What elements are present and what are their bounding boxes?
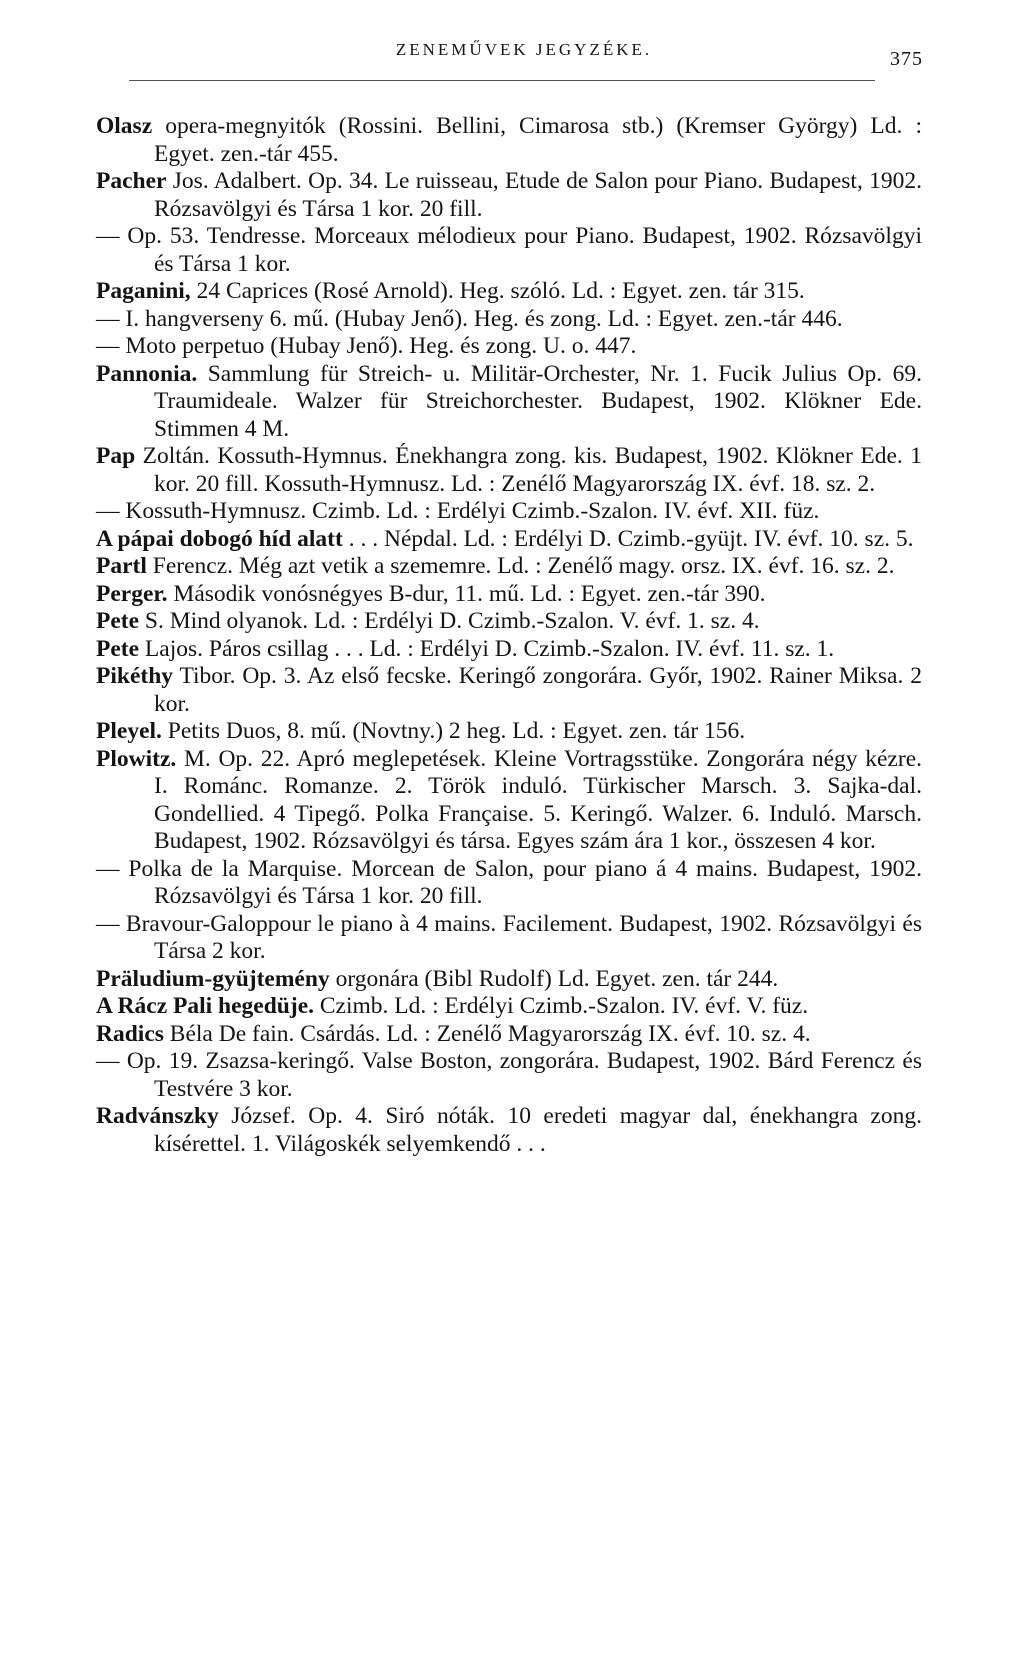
entry-heading: Pete — [96, 635, 140, 662]
entry-heading: Perger. — [96, 580, 168, 607]
catalog-entry — [96, 361, 922, 444]
catalog-entry — [96, 223, 922, 278]
entry-heading: Pete — [96, 608, 140, 634]
entry-heading: A Rácz Pali hegedüje. — [96, 993, 314, 1019]
catalog-entry — [96, 663, 922, 718]
catalog-entry — [96, 498, 922, 526]
catalog-entry — [96, 1103, 922, 1158]
entry-text: Ferencz. Még azt vetik a szememre. Ld. : Zenélő magy. orsz. IX. évf. 16. sz. 2. — [146, 553, 895, 579]
header-rule — [129, 80, 875, 81]
entry-heading: Pannonia. — [96, 360, 198, 387]
running-head: ZENEMŰVEK JEGYZÉKE. — [395, 40, 653, 59]
entry-text: — Kossuth-Hymnusz. Czimb. Ld. : Erdélyi Czimb.-Szalon. IV. évf. XII. füz. — [96, 498, 820, 524]
entry-text: M. Op. 22. Apró meglepetések. Kleine Vortragsstüke. Zongorára négy kézre. I. Románc. Romanze. 2. Török induló. Türkischer Marsch. 3. Sajka-dal. Gondellied. 4 Tipegő. Polka Française. 5. Keringő. Walzer. 6. Induló. Marsch. Budapest, 1902. Rózsavölgyi és társa. Egyes szám ára 1 kor., összesen 4 kor. — [154, 745, 922, 854]
catalog-entry — [96, 911, 922, 966]
entry-heading: Pap — [96, 443, 136, 469]
entry-text: — Op. 53. Tendresse. Morceaux mélodieux pour Piano. Budapest, 1902. Rózsavölgyi és Társa 1 kor. — [96, 223, 922, 277]
entry-heading: Radvánszky — [96, 1103, 219, 1129]
catalog-entry — [96, 966, 922, 994]
entry-text: Béla De fain. Csárdás. Ld. : Zenélő Magyarország IX. évf. 10. sz. 4. — [163, 1020, 811, 1047]
entry-text: Zoltán. Kossuth-Hymnus. Énekhangra zong. kis. Budapest, 1902. Klökner Ede. 1 kor. 20 fill. Kossuth-Hymnusz. Ld. : Zenélő Magyarország IX. évf. 18. sz. 2. — [135, 443, 922, 497]
entry-heading: Plowitz. — [96, 745, 177, 772]
catalog-entries — [96, 113, 922, 1158]
entry-heading: Olasz — [96, 113, 153, 139]
entry-text: . . . Népdal. Ld. : Erdélyi D. Czimb.-gyüjt. IV. évf. 10. sz. 5. — [342, 525, 914, 552]
entry-heading: Radics — [96, 1020, 164, 1047]
catalog-entry — [96, 856, 922, 911]
entry-text: Tibor. Op. 3. Az első fecske. Keringő zongorára. Győr, 1902. Rainer Miksa. 2 kor. — [154, 663, 922, 717]
entry-heading: Präludium-gyüjtemény — [96, 965, 330, 992]
catalog-entry — [96, 718, 922, 746]
entry-text: Czimb. Ld. : Erdélyi Czimb.-Szalon. IV. évf. V. füz. — [314, 993, 809, 1019]
catalog-entry — [96, 333, 922, 361]
entry-heading: A pápai dobogó híd alatt — [96, 525, 343, 552]
entry-text: — Op. 19. Zsazsa-keringő. Valse Boston, zongorára. Budapest, 1902. Bárd Ferencz és Testvére 3 kor. — [96, 1048, 922, 1102]
entry-text: 24 Caprices (Rosé Arnold). Heg. szóló. Ld. : Egyet. zen. tár 315. — [190, 278, 805, 304]
entry-text: — Bravour-Galoppour le piano à 4 mains. Facilement. Budapest, 1902. Rózsavölgyi és Társa 2 kor. — [96, 910, 922, 964]
entry-text: Jos. Adalbert. Op. 34. Le ruisseau, Etude de Salon pour Piano. Budapest, 1902. Rózsavölgyi és Társa 1 kor. 20 fill. — [154, 168, 922, 222]
catalog-entry — [96, 168, 922, 223]
entry-heading: Pikéthy — [96, 663, 174, 689]
page-number: 375 — [890, 48, 923, 70]
catalog-entry — [96, 1048, 922, 1103]
page-header — [125, 34, 923, 84]
entry-text: — I. hangverseny 6. mű. (Hubay Jenő). Heg. és zong. Ld. : Egyet. zen.-tár 446. — [96, 305, 843, 332]
entry-heading: Pacher — [96, 168, 167, 194]
entry-text: S. Mind olyanok. Ld. : Erdélyi D. Czimb.-Szalon. V. évf. 1. sz. 4. — [139, 608, 760, 634]
catalog-entry — [96, 636, 922, 664]
catalog-entry — [96, 113, 922, 168]
entry-text: opera-megnyitók (Rossini. Bellini, Cimarosa stb.) (Kremser György) Ld. : Egyet. zen.-tár 455. — [152, 113, 922, 167]
catalog-entry — [96, 1021, 922, 1049]
entry-text: — Polka de la Marquise. Morcean de Salon, pour piano á 4 mains. Budapest, 1902. Rózsavölgyi és Társa 1 kor. 20 fill. — [96, 855, 922, 909]
entry-text: — Moto perpetuo (Hubay Jenő). Heg. és zong. U. o. 447. — [96, 333, 637, 359]
catalog-entry — [96, 581, 922, 609]
entry-text: Lajos. Páros csillag . . . Ld. : Erdélyi D. Czimb.-Szalon. IV. évf. 11. sz. 1. — [139, 635, 835, 662]
entry-text: József. Op. 4. Siró nóták. 10 eredeti magyar dal, énekhangra zong. kísérettel. 1. Világoskék selyemkendő . . . — [154, 1103, 922, 1157]
catalog-entry — [96, 306, 922, 334]
catalog-entry — [96, 443, 922, 498]
entry-text: Petits Duos, 8. mű. (Novtny.) 2 heg. Ld. : Egyet. zen. tár 156. — [161, 718, 746, 744]
catalog-entry — [96, 526, 922, 554]
entry-text: orgonára (Bibl Rudolf) Ld. Egyet. zen. tár 244. — [329, 965, 779, 992]
catalog-entry — [96, 746, 922, 856]
catalog-entry — [96, 993, 922, 1021]
entry-text: Sammlung für Streich- u. Militär-Orchester, Nr. 1. Fucik Julius Op. 69. Traumideale. Walzer für Streichorchester. Budapest, 1902. Klökner Ede. Stimmen 4 M. — [154, 360, 922, 442]
catalog-entry — [96, 608, 922, 636]
entry-text: Második vonósnégyes B-dur, 11. mű. Ld. : Egyet. zen.-tár 390. — [167, 580, 766, 607]
entry-heading: Paganini, — [96, 278, 191, 304]
entry-heading: Pleyel. — [96, 718, 162, 744]
catalog-entry — [96, 553, 922, 581]
catalog-entry — [96, 278, 922, 306]
entry-heading: Partl — [96, 553, 147, 579]
